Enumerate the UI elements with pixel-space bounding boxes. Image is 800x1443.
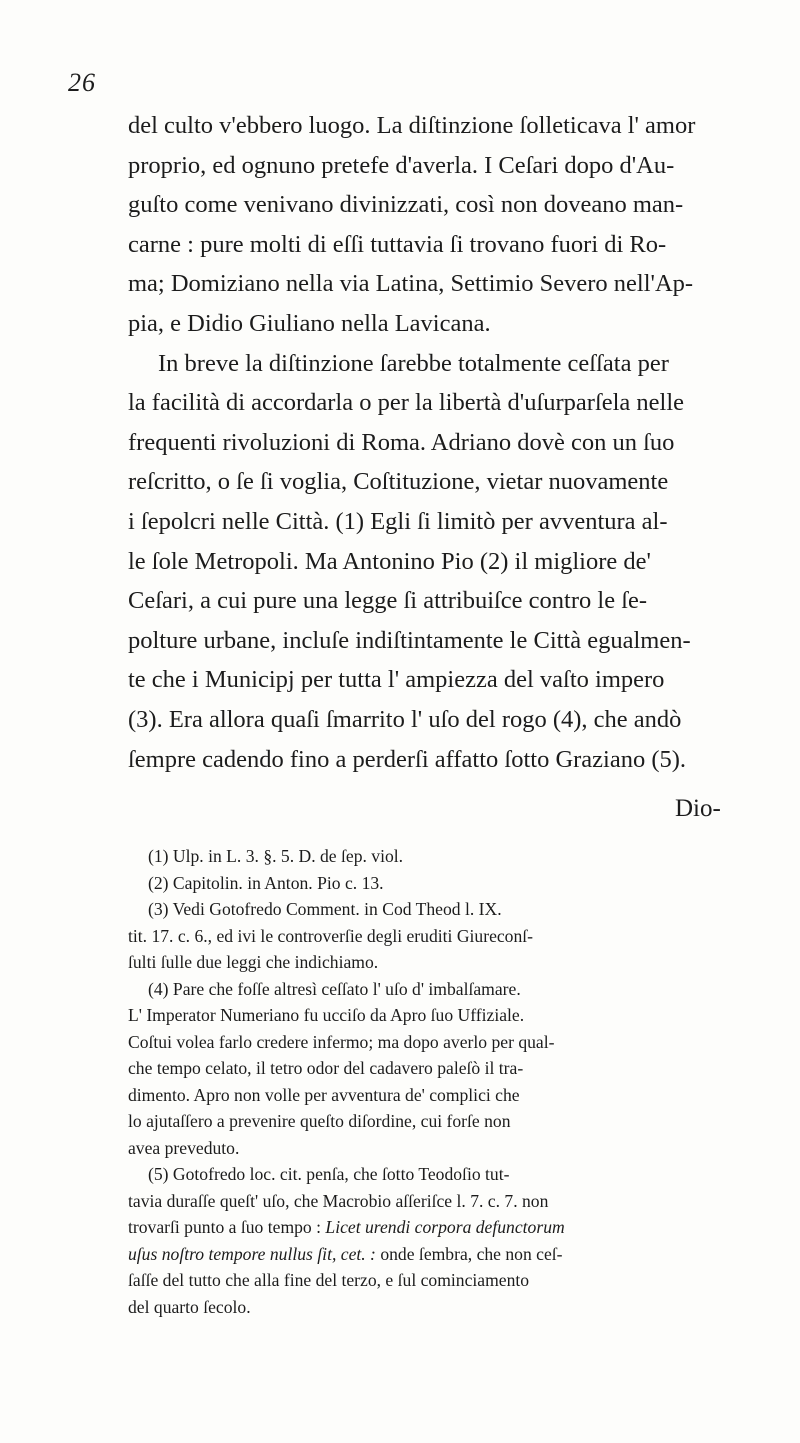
text-line: polture urbane, incluſe indiſtintamente le Città egualmen- (128, 626, 691, 654)
footnote-text: (3) Vedi Gotofredo Comment. in Cod Theod l. IX. (148, 899, 502, 919)
text-line: frequenti rivoluzioni di Roma. Adriano dovè con un ſuo (128, 428, 675, 456)
footnote-line (128, 1267, 768, 1294)
footnote-line (128, 1188, 768, 1215)
footnote-text: trovarſi punto a ſuo tempo : (128, 1217, 322, 1237)
catchword: Dio- (675, 795, 721, 822)
footnote-text: del quarto ſecolo. (128, 1296, 251, 1317)
text-line: i ſepolcri nelle Città. (1) Egli ſi limitò per avventura al- (128, 507, 668, 535)
text-line: te che i Municipj per tutta l' ampiezza del vaſto impero (128, 666, 665, 694)
text-line: carne : pure molti di eſſi tuttavia ſi trovano fuori di Ro- (128, 230, 667, 258)
text-line: ſempre cadendo fino a perderſi affatto ſotto Graziano (5). (128, 745, 687, 773)
footnote-text: Coſtui volea farlo credere infermo; ma dopo averlo per qual- (128, 1031, 555, 1052)
footnote-line (128, 1214, 768, 1241)
footnote-line (128, 1161, 768, 1188)
body-text (128, 106, 758, 779)
footnote-text: dimento. Apro non volle per avventura de' complici che (128, 1084, 520, 1105)
footnote-line (128, 843, 768, 870)
text-line: In breve la diſtinzione ſarebbe totalmente ceſſata per (158, 349, 669, 377)
footnote-line (128, 1294, 768, 1321)
footnote-line (128, 870, 768, 897)
text-line: pia, e Didio Giuliano nella Lavicana. (128, 309, 491, 337)
text-line: la facilità di accordarla o per la libertà d'uſurparſela nelle (128, 389, 685, 417)
footnote-line (128, 1029, 768, 1056)
footnote-text: (5) Gotofredo loc. cit. penſa, che ſotto Teodoſio tut- (148, 1164, 510, 1184)
footnotes (128, 843, 768, 1320)
text-line: (3). Era allora quaſi ſmarrito l' uſo del rogo (4), che andò (128, 705, 682, 733)
footnote-line (128, 1241, 768, 1268)
footnote-line (128, 1108, 768, 1135)
text-line: ma; Domiziano nella via Latina, Settimio Severo nell'Ap- (128, 270, 694, 298)
footnote-line (128, 1082, 768, 1109)
text-line: Ceſari, a cui pure una legge ſi attribuiſce contro le ſe- (128, 587, 648, 615)
footnote-text: (4) Pare che foſſe altresì ceſſato l' uſo d' imbalſamare. (148, 978, 521, 999)
text-line: le ſole Metropoli. Ma Antonino Pio (2) il migliore de' (128, 547, 651, 575)
footnote-line (128, 1002, 768, 1029)
footnote-text: (1) Ulp. in L. 3. §. 5. D. de ſep. viol. (148, 846, 404, 866)
footnote-text: lo ajutaſſero a prevenire queſto diſordine, cui forſe non (128, 1111, 511, 1131)
text-line: del culto v'ebbero luogo. La diſtinzione ſolleticava l' amor (128, 112, 696, 139)
footnote-text: ſaſſe del tutto che alla fine del terzo, e ſul cominciamento (128, 1270, 530, 1290)
footnote-line (128, 949, 768, 976)
text-line: reſcritto, o ſe ſi voglia, Coſtituzione, vietar nuovamente (128, 468, 669, 496)
footnote-text: tavia duraſſe queſt' uſo, che Macrobio aſſeriſce l. 7. c. 7. non (128, 1190, 549, 1211)
footnote-text: (2) Capitolin. in Anton. Pio c. 13. (148, 872, 384, 893)
footnote-italic: uſus noſtro tempore nullus ſit, cet. : (128, 1243, 381, 1264)
page-number: 26 (68, 68, 96, 97)
footnote-line (128, 923, 768, 950)
footnote-text: avea preveduto. (128, 1137, 240, 1158)
footnote-text: che tempo celato, il tetro odor del cadavero paleſò il tra- (128, 1058, 524, 1078)
footnote-line (128, 896, 768, 923)
footnote-text: ſulti ſulle due leggi che indichiamo. (128, 952, 379, 972)
footnote-italic: Licet urendi corpora defunctorum (321, 1217, 565, 1237)
footnote-text: L' Imperator Numeriano fu ucciſo da Apro ſuo Uffiziale. (128, 1005, 525, 1025)
footnote-text: onde ſembra, che non ceſ- (380, 1243, 563, 1264)
text-line: guſto come venivano divinizzati, così non doveano man- (128, 191, 684, 219)
footnote-text: tit. 17. c. 6., ed ivi le controverſie degli eruditi Giureconſ- (128, 925, 534, 946)
footnote-line (128, 976, 768, 1003)
text-line: proprio, ed ognuno pretefe d'averla. I Ceſari dopo d'Au- (128, 151, 675, 179)
footnote-line (128, 1135, 768, 1162)
footnote-line (128, 1055, 768, 1082)
